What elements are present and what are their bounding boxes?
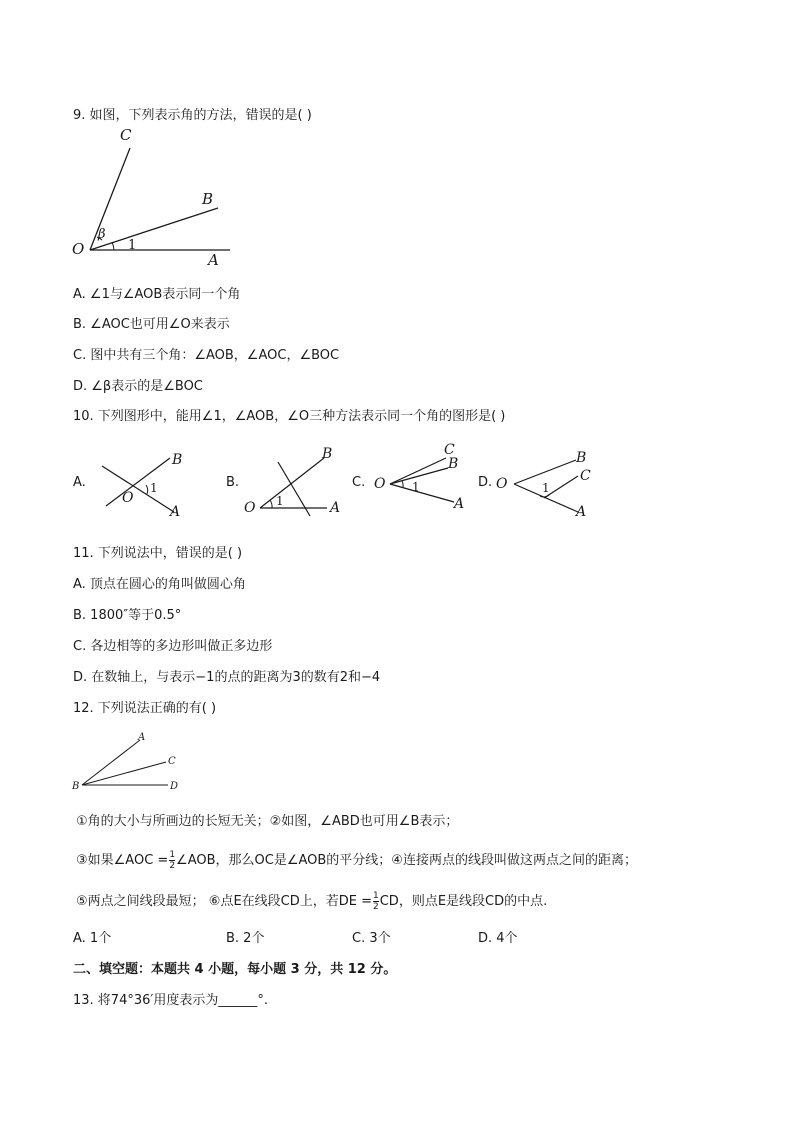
svg-text:B: B <box>322 446 333 462</box>
q12-statement-3-4: ③如果∠AOC = $\frac{1}{2}$ ∠AOB，那么OC是∠AOB的平分线；④连接两点的线段叫做这两点之间的距离； <box>76 850 637 871</box>
q12-statement-1-2: ①角的大小与所画边的长短无关；②如图，∠ABD也可用∠B表示； <box>76 814 459 829</box>
q9-option-b: B. ∠AOC也可用∠O来表示 <box>73 317 230 332</box>
q9-option-a: A. ∠1与∠AOB表示同一个角 <box>73 287 241 302</box>
svg-text:O: O <box>496 476 508 492</box>
q9-option-c: C. 图中共有三个角：∠AOB，∠AOC，∠BOC <box>73 348 340 363</box>
q10-figure-d <box>494 448 604 524</box>
q12-fraction-2: $\frac{1}{2}$ <box>373 891 379 912</box>
q13-stem: 13. 将74°36′用度表示为______°. <box>73 993 268 1008</box>
svg-text:C: C <box>444 442 455 458</box>
q11-option-c: C. 各边相等的多边形叫做正多边形 <box>73 639 273 654</box>
q12-fraction-1: $\frac{1}{2}$ <box>169 850 176 871</box>
svg-text:C: C <box>580 468 591 484</box>
q10-letter-d: D. <box>478 475 493 490</box>
q11-option-b: B. 1800″等于0.5° <box>73 608 182 623</box>
q10-letter-b: B. <box>226 475 240 490</box>
svg-text:C: C <box>168 756 176 767</box>
q9-label-1: 1 <box>128 238 137 253</box>
q12-option-c: C. 3个 <box>352 931 391 946</box>
q10-letter-c: C. <box>352 475 366 490</box>
q10-figure-a <box>96 446 196 521</box>
q11-option-a: A. 顶点在圆心的角叫做圆心角 <box>73 577 246 592</box>
svg-text:A: A <box>138 732 146 743</box>
q11-option-d: D. 在数轴上，与表示−1的点的距离为3的数有2和−4 <box>73 670 381 685</box>
svg-text:1: 1 <box>542 481 550 495</box>
q9-label-a: A <box>208 251 219 268</box>
svg-text:A: A <box>576 504 587 520</box>
q10-letter-a: A. <box>73 475 86 490</box>
q12-statement-5-6: ⑤两点之间线段最短； ⑥点E在线段CD上，若DE = $\frac{1}{2}$ CD，则点E是线段CD的中点. <box>76 891 548 912</box>
q9-stem: 9. 如图，下列表示角的方法，错误的是( ) <box>73 108 312 123</box>
q12-figure <box>70 728 190 794</box>
q9-ray-oc <box>90 148 130 250</box>
svg-text:D: D <box>170 781 179 792</box>
svg-text:1: 1 <box>150 481 158 495</box>
q12-option-a: A. 1个 <box>73 931 112 946</box>
svg-text:1: 1 <box>412 480 420 494</box>
q9-ray-ob <box>90 208 218 250</box>
svg-text:O: O <box>122 490 134 506</box>
svg-text:B: B <box>72 781 80 792</box>
svg-text:A: A <box>170 504 181 520</box>
q9-label-o: O <box>72 240 85 258</box>
q11-stem: 11. 下列说法中，错误的是( ) <box>73 546 243 561</box>
q10-stem: 10. 下列图形中，能用∠1，∠AOB，∠O三种方法表示同一个角的图形是( ) <box>73 409 506 424</box>
q9-option-d: D. ∠β表示的是∠BOC <box>73 379 203 394</box>
q10-figure-c <box>370 440 480 518</box>
svg-text:B: B <box>576 450 587 466</box>
svg-text:A: A <box>454 496 465 512</box>
svg-text:O: O <box>244 500 256 516</box>
q9-label-b: B <box>202 190 214 208</box>
svg-text:A: A <box>330 500 341 516</box>
svg-text:B: B <box>172 452 183 468</box>
q12-option-b: B. 2个 <box>226 931 265 946</box>
q9-figure <box>68 128 248 268</box>
section-2-title: 二、填空题：本题共 4 小题，每小题 3 分，共 12 分。 <box>73 962 397 977</box>
q12-option-d: D. 4个 <box>478 931 518 946</box>
q10-figure-b <box>242 444 352 522</box>
svg-text:O: O <box>374 476 386 492</box>
q12-stem: 12. 下列说法正确的有( ) <box>73 701 217 716</box>
svg-text:1: 1 <box>276 494 284 508</box>
q9-label-beta: β <box>98 227 106 242</box>
svg-text:B: B <box>448 456 459 472</box>
q9-label-c: C <box>120 128 132 144</box>
